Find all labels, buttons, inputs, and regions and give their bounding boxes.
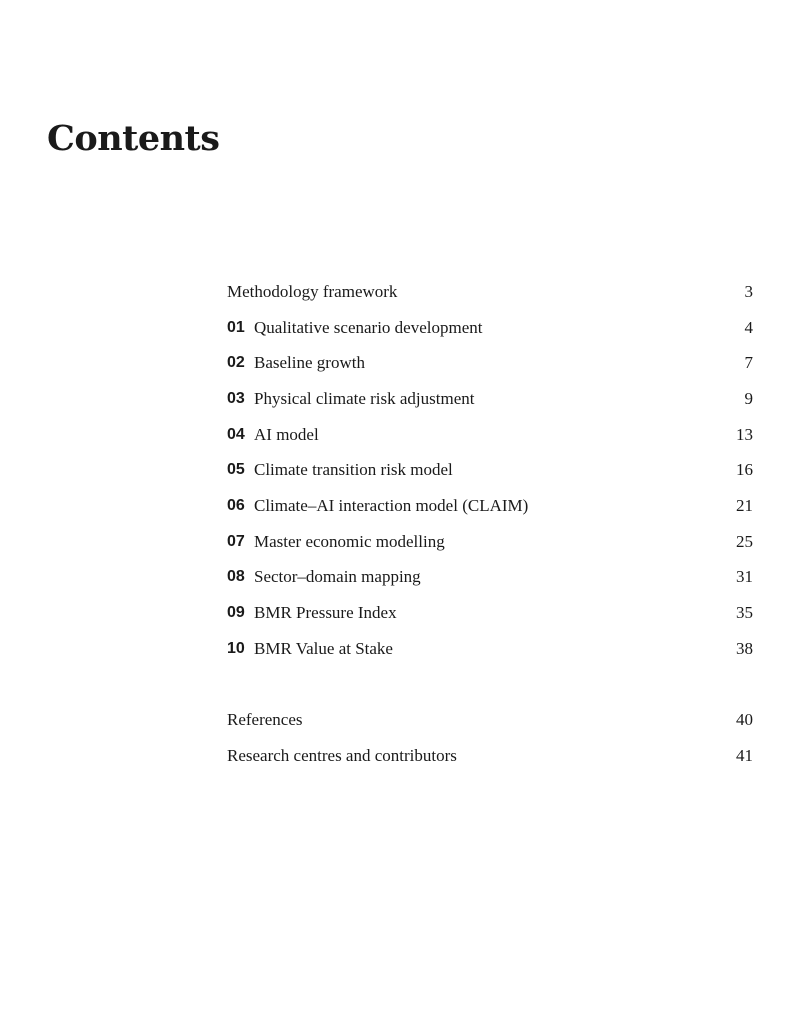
- toc-entry-page: 3: [744, 281, 753, 301]
- toc-entry-chapter-01[interactable]: [227, 310, 753, 346]
- toc-entry-label: References: [227, 710, 303, 730]
- toc-chapter-number: 04: [227, 425, 245, 443]
- toc-entry-label: Baseline growth: [254, 353, 365, 373]
- toc-chapter-number: 06: [227, 496, 245, 514]
- toc-entry-page: 4: [744, 317, 753, 337]
- toc-entry-page: 40: [736, 710, 753, 730]
- toc-entry-chapter-02[interactable]: [227, 345, 753, 381]
- toc-chapter-number: 03: [227, 389, 245, 407]
- toc-chapter-number: 08: [227, 568, 245, 586]
- toc-entry-page: 41: [736, 745, 753, 765]
- toc-entry-methodology-framework[interactable]: [227, 274, 753, 310]
- toc-chapter-number: 02: [227, 354, 245, 372]
- toc-entry-label: BMR Pressure Index: [254, 603, 397, 623]
- toc-entry-chapter-07[interactable]: [227, 524, 753, 560]
- toc-entry-page: 9: [744, 388, 753, 408]
- toc-entry-page: 13: [736, 424, 753, 444]
- toc-entry-page: 31: [736, 567, 753, 587]
- toc-entry-page: 35: [736, 603, 753, 623]
- toc-entry-page: 7: [744, 353, 753, 373]
- toc-entry-chapter-03[interactable]: [227, 381, 753, 417]
- toc-chapter-number: 05: [227, 461, 245, 479]
- toc-entry-label: Physical climate risk adjustment: [254, 388, 475, 408]
- toc-entry-label: Methodology framework: [227, 281, 398, 301]
- toc-entry-label: BMR Value at Stake: [254, 638, 393, 658]
- toc-entry-label: Qualitative scenario development: [254, 317, 483, 337]
- toc-chapter-number: 01: [227, 318, 245, 336]
- page-title: Contents: [47, 118, 220, 159]
- toc-entry-label: Climate–AI interaction model (CLAIM): [254, 495, 529, 515]
- toc-entry-label: AI model: [254, 424, 319, 444]
- toc-entry-page: 38: [736, 638, 753, 658]
- toc-entry-chapter-10[interactable]: [227, 631, 753, 667]
- toc-entry-chapter-06[interactable]: [227, 488, 753, 524]
- toc-entry-chapter-05[interactable]: [227, 452, 753, 488]
- toc-chapter-number: 07: [227, 532, 245, 550]
- toc-entry-label: Climate transition risk model: [254, 460, 453, 480]
- toc-entry-label: Research centres and contributors: [227, 745, 457, 765]
- toc-entry-references[interactable]: [227, 702, 753, 738]
- toc-entry-chapter-04[interactable]: [227, 417, 753, 453]
- toc-chapter-number: 09: [227, 604, 245, 622]
- toc-entry-page: 21: [736, 495, 753, 515]
- table-of-contents: [227, 274, 753, 774]
- toc-entry-label: Sector–domain mapping: [254, 567, 421, 587]
- toc-entry-chapter-09[interactable]: [227, 595, 753, 631]
- toc-chapter-number: 10: [227, 639, 245, 657]
- toc-section-spacer: [227, 667, 753, 703]
- toc-entry-chapter-08[interactable]: [227, 560, 753, 596]
- toc-entry-page: 25: [736, 531, 753, 551]
- toc-entry-label: Master economic modelling: [254, 531, 445, 551]
- toc-entry-research-centres[interactable]: [227, 738, 753, 774]
- toc-entry-page: 16: [736, 460, 753, 480]
